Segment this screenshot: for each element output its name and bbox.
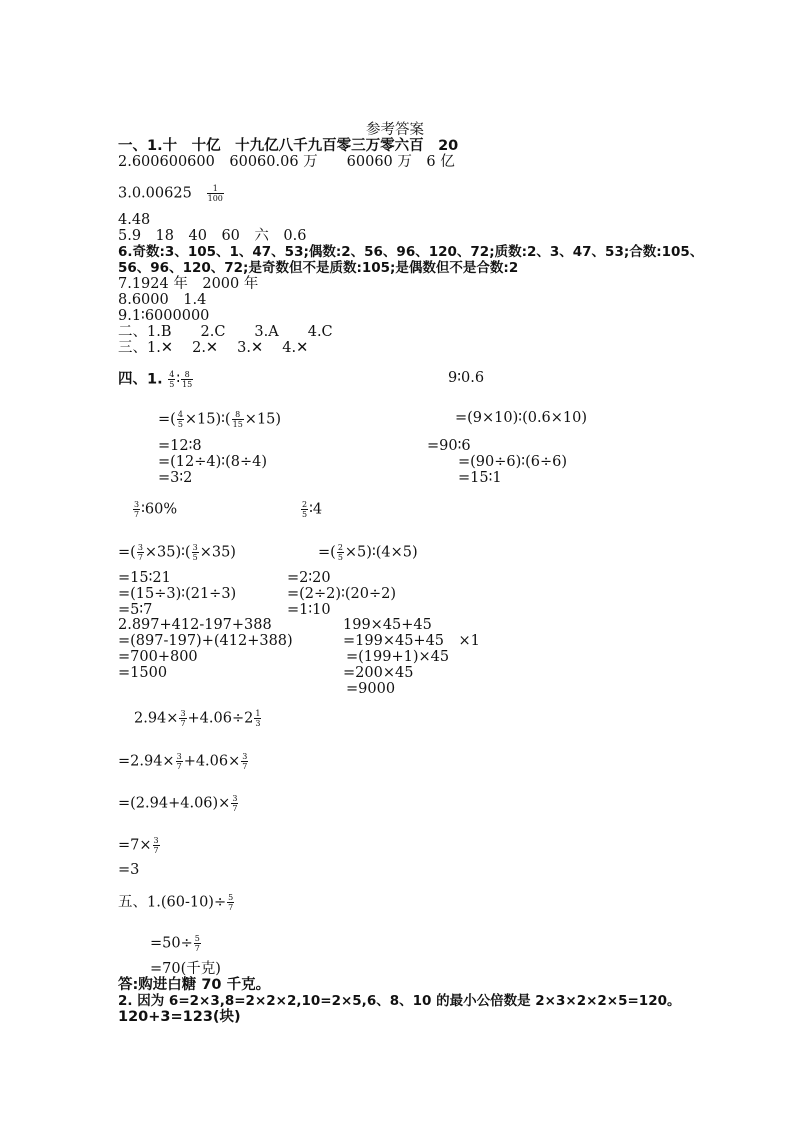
fraction: $\frac{3}{7}$ — [180, 709, 186, 728]
fraction: $\frac{1}{100}$ — [207, 184, 223, 203]
answer-4-3-step1: =( $\frac{3}{7}$ ×35)∶( $\frac{3}{5}$ ×35) — [118, 543, 236, 562]
answer-4-1-step1: =( $\frac{4}{5}$ ×15)∶( $\frac{8}{15}$ ×15) — [158, 410, 282, 429]
answer-4-2a-line3: =700+800 — [118, 649, 198, 665]
answer-5-2-result: 120+3=123(块) — [118, 1009, 241, 1025]
answer-4-3-step2b: =(2.94+4.06)× $\frac{3}{7}$ — [118, 794, 238, 813]
answer-4-2b-line5: =9000 — [346, 681, 396, 697]
answer-4-2b-line2: =199×45+45 ×1 — [343, 633, 480, 649]
fraction: $\frac{3}{7}$ — [134, 500, 140, 519]
answer-4-3-step4: =5∶7 — [118, 602, 153, 618]
answer-1-3-text: 3.0.00625 — [118, 185, 192, 202]
answer-2: 二、1.B 2.C 3.A 4.C — [118, 324, 333, 340]
fraction: $\frac{2}{5}$ — [337, 543, 343, 562]
answer-4-4-step3: =(2÷2)∶(20÷2) — [287, 586, 396, 602]
answer-4-2b-line1: 199×45+45 — [343, 617, 432, 633]
answer-4-2-step3: =(90÷6)∶(6÷6) — [458, 454, 567, 470]
fraction: $\frac{8}{15}$ — [182, 370, 193, 389]
answer-4-3-step3b: =7× $\frac{3}{7}$ — [118, 836, 159, 855]
answer-4-1-step2: =12∶8 — [158, 438, 202, 454]
answer-4-3-step2: =15∶21 — [118, 570, 171, 586]
answer-4-3-step4b: =3 — [118, 862, 140, 878]
answer-4-4-step4: =1∶10 — [287, 602, 331, 618]
answer-4-2a-line2: =(897-197)+(412+388) — [118, 633, 293, 649]
fraction: $\frac{3}{7}$ — [176, 752, 182, 771]
answer-1-4: 4.48 — [118, 212, 151, 228]
answer-4-4-step2: =2∶20 — [287, 570, 331, 586]
answer-4-2-step2: =90∶6 — [427, 438, 471, 454]
answer-3: 三、1.✕ 2.✕ 3.✕ 4.✕ — [118, 340, 309, 356]
answer-4-4-question: $\frac{2}{5}$ ∶4 — [302, 500, 323, 519]
answer-4-2b-line3: =(199+1)×45 — [346, 649, 450, 665]
answer-4-4-step1: =( $\frac{2}{5}$ ×5)∶(4×5) — [318, 543, 418, 562]
fraction: $\frac{3}{7}$ — [153, 836, 159, 855]
answer-4-2b-line4: =200×45 — [343, 665, 414, 681]
answer-4-3-step1b: =2.94× $\frac{3}{7}$ +4.06× $\frac{3}{7}$ — [118, 752, 248, 771]
answer-5-1-expr: 五、1.(60-10)÷ $\frac{5}{7}$ — [118, 893, 234, 912]
answer-4-3-expr: 2.94× $\frac{3}{7}$ +4.06÷2 $\frac{1}{3}$ — [134, 709, 261, 728]
answer-1-9: 9.1∶6000000 — [118, 308, 210, 324]
answer-5-2-reason: 2. 因为 6=2×3,8=2×2×2,10=2×5,6、8、10 的最小公倍数是 2×3×2×2×5=120。 — [118, 993, 681, 1009]
answer-1-7: 7.1924 年 2000 年 — [118, 276, 259, 292]
answer-4-3-step3: =(15÷3)∶(21÷3) — [118, 586, 237, 602]
answer-4-2-question: 9∶0.6 — [448, 370, 485, 386]
fraction: $\frac{3}{7}$ — [137, 543, 143, 562]
answer-4-1-question: 四、1. $\frac{4}{5}$ ∶ $\frac{8}{15}$ — [118, 370, 193, 389]
answer-4-3-question: $\frac{3}{7}$ ∶60% — [134, 500, 178, 519]
answer-4-1-step4: =3∶2 — [158, 470, 193, 486]
answer-5-1-result: =70(千克) — [150, 961, 221, 977]
fraction: $\frac{4}{5}$ — [169, 370, 175, 389]
answer-4-1-step3: =(12÷4)∶(8÷4) — [158, 454, 267, 470]
fraction: $\frac{3}{7}$ — [232, 794, 238, 813]
fraction: $\frac{4}{5}$ — [177, 410, 183, 429]
answer-1-1: 一、1.十 十亿 十九亿八千九百零三万零六百 20 — [118, 138, 459, 154]
answer-1-2: 2.600600600 60060.06 万 60060 万 6 亿 — [118, 154, 455, 170]
answer-4-2a-line1: 2.897+412-197+388 — [118, 617, 272, 633]
answer-4-2-step1: =(9×10)∶(0.6×10) — [455, 410, 588, 426]
fraction: $\frac{3}{5}$ — [192, 543, 198, 562]
answer-4-2-step4: =15∶1 — [458, 470, 502, 486]
answer-1-3 — [118, 184, 225, 203]
fraction: $\frac{2}{5}$ — [302, 500, 308, 519]
fraction: $\frac{3}{7}$ — [242, 752, 248, 771]
answer-1-5: 5.9 18 40 60 六 0.6 — [118, 228, 307, 244]
answer-1-8: 8.6000 1.4 — [118, 292, 207, 308]
page-title: 参考答案 — [366, 122, 424, 138]
fraction: $\frac{5}{7}$ — [228, 893, 234, 912]
fraction: $\frac{5}{7}$ — [194, 934, 200, 953]
answer-5-1-conclusion: 答:购进白糖 70 千克。 — [118, 977, 271, 993]
fraction: $\frac{1}{3}$ — [255, 709, 261, 728]
answer-5-1-step1: =50÷ $\frac{5}{7}$ — [150, 934, 200, 953]
fraction: $\frac{8}{15}$ — [232, 410, 243, 429]
answer-4-2a-line4: =1500 — [118, 665, 168, 681]
answer-1-6b: 56、96、120、72;是奇数但不是质数:105;是偶数但不是合数:2 — [118, 260, 519, 276]
answer-1-6a: 6.奇数:3、105、1、47、53;偶数:2、56、96、120、72;质数:2、3、47、53;合数:105、 — [118, 244, 704, 260]
